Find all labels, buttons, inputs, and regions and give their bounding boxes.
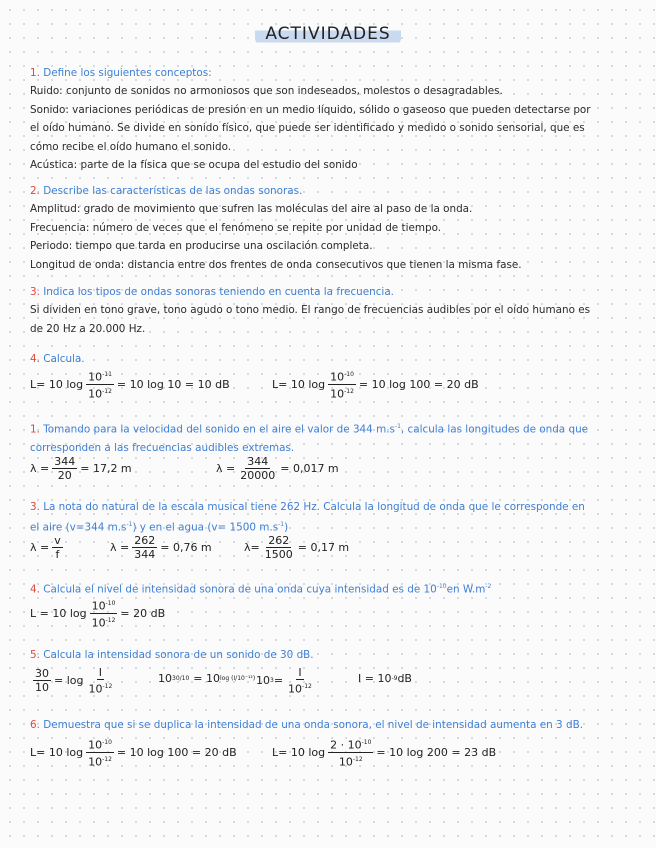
section-2 bbox=[30, 182, 642, 274]
q-text: Calcula el nivel de intensidad sonora de una onda cuya intensidad es de 10 bbox=[39, 583, 437, 596]
eq-text: λ = bbox=[216, 462, 236, 475]
q-text: Calcula. bbox=[39, 353, 85, 365]
answer-line: Si dividen en tono grave, tono agudo o tono medio. El rango de frecuencias audibles por el oído humano es bbox=[30, 304, 591, 317]
section-4 bbox=[30, 350, 642, 368]
fraction bbox=[238, 455, 277, 482]
denominator: 20000 bbox=[240, 469, 276, 482]
eq-text: = 0,017 m bbox=[280, 462, 339, 475]
denominator: f bbox=[55, 548, 60, 561]
eq-text: = 10 log 100 = 20 dB bbox=[358, 377, 479, 391]
fraction bbox=[286, 666, 314, 696]
eq-text: λ= bbox=[244, 541, 260, 554]
problem-3 bbox=[30, 498, 642, 537]
q-text: en W.m bbox=[446, 583, 486, 596]
eq-text: = bbox=[273, 674, 284, 688]
numerator: v bbox=[54, 534, 61, 547]
q-number: 3. bbox=[30, 286, 40, 298]
answer-line: el oído humano. Se divide en sonido físico, que puede ser identificado y medido o sonido sensorial, que es bbox=[30, 122, 585, 135]
equation bbox=[216, 455, 339, 482]
denominator: 10 bbox=[35, 681, 49, 695]
base: 10 bbox=[88, 370, 103, 384]
fraction bbox=[86, 666, 114, 696]
base: 10 bbox=[288, 682, 303, 696]
q-text: Describe las características de las ondas sonoras. bbox=[39, 185, 303, 197]
equation-row bbox=[30, 455, 630, 495]
exponent: -11 bbox=[102, 371, 112, 378]
fraction bbox=[132, 534, 157, 561]
equation bbox=[30, 455, 132, 482]
exponent: log (I/10⁻¹²) bbox=[220, 675, 256, 682]
problem-3-question bbox=[30, 498, 642, 516]
q-number: 1. bbox=[30, 423, 40, 436]
base: 10 bbox=[338, 755, 353, 769]
page-title: ACTIVIDADES bbox=[255, 22, 400, 46]
q-text: Calcula la intensidad sonora de un sonido de 30 dB. bbox=[39, 649, 314, 661]
eq-text: = log bbox=[54, 674, 84, 688]
exponent: -10 bbox=[105, 600, 116, 607]
exponent: -12 bbox=[102, 387, 112, 395]
eq-text: = 10 log 200 = 23 dB bbox=[376, 745, 497, 759]
base: 10 bbox=[88, 738, 103, 752]
denominator bbox=[328, 385, 356, 401]
exponent: -12 bbox=[102, 755, 112, 763]
exponent: -1 bbox=[278, 521, 285, 529]
eq-text: = 0,17 m bbox=[297, 541, 350, 554]
equation bbox=[110, 534, 212, 561]
base: 10 bbox=[91, 616, 106, 630]
base: 2 · 10 bbox=[330, 738, 362, 752]
answer-line: Periodo: tiempo que tarda en producirse una oscilación completa. bbox=[30, 240, 373, 253]
equation-row bbox=[30, 597, 630, 637]
equation-row bbox=[30, 736, 630, 776]
fraction bbox=[86, 368, 114, 400]
exponent: -10 bbox=[102, 739, 112, 746]
equation bbox=[30, 597, 165, 629]
base: 10 bbox=[330, 387, 345, 401]
q-number: 4. bbox=[30, 583, 40, 596]
equation bbox=[30, 368, 230, 400]
q-number: 3. bbox=[30, 501, 40, 513]
fraction bbox=[52, 455, 77, 482]
section-1 bbox=[30, 64, 642, 174]
base: 10 bbox=[88, 387, 103, 401]
exponent: -12 bbox=[344, 387, 354, 395]
fraction bbox=[33, 667, 51, 694]
denominator bbox=[90, 614, 118, 630]
exponent: -2 bbox=[485, 583, 492, 590]
numerator: 30 bbox=[35, 667, 49, 681]
exponent: -10 bbox=[436, 583, 447, 590]
base: 10 bbox=[158, 672, 172, 685]
base: 10 bbox=[330, 370, 345, 384]
equation bbox=[272, 368, 479, 400]
problem-5-question bbox=[30, 646, 642, 664]
fraction bbox=[263, 534, 295, 561]
q-text: , calcula las longitudes de onda que bbox=[400, 423, 589, 436]
answer-line: Ruido: conjunto de sonidos no armoniosos que son indeseados, molestos o desagradables. bbox=[30, 85, 503, 98]
exponent: -10 bbox=[344, 371, 354, 378]
eq-text: = 20 dB bbox=[120, 606, 166, 620]
exponent: -1 bbox=[126, 521, 133, 529]
equation-row bbox=[30, 534, 630, 574]
eq-text: = 10 bbox=[193, 672, 221, 685]
numerator bbox=[86, 368, 114, 385]
denominator bbox=[286, 680, 314, 696]
eq-text: L= 10 log bbox=[30, 377, 84, 391]
denominator bbox=[86, 680, 114, 696]
equation bbox=[358, 672, 412, 685]
problem-4 bbox=[30, 578, 642, 599]
numerator bbox=[86, 736, 114, 753]
eq-text: L= 10 log bbox=[272, 745, 326, 759]
equation bbox=[30, 666, 117, 696]
equation-row bbox=[30, 666, 630, 706]
equation bbox=[30, 736, 237, 768]
question-1 bbox=[30, 64, 642, 82]
exponent: -12 bbox=[302, 683, 312, 690]
eq-text: L = 10 log bbox=[30, 606, 87, 620]
q-text: ) bbox=[284, 521, 289, 534]
eq-text: I = 10 bbox=[358, 672, 392, 685]
q-text: Demuestra que si se duplica la intensidad de una onda sonora, el nivel de intensidad aumenta en 3 dB. bbox=[39, 719, 583, 731]
eq-text: = 0,76 m bbox=[160, 541, 212, 554]
denominator bbox=[86, 753, 114, 769]
exponent: -12 bbox=[352, 755, 363, 763]
denominator: 1500 bbox=[264, 548, 293, 561]
answer-line: Longitud de onda: distancia entre dos frentes de onda consecutivos que tienen la misma fase. bbox=[30, 258, 522, 271]
q-text: el aire (v=344 m.s bbox=[30, 521, 127, 534]
problem-1 bbox=[30, 418, 642, 457]
answer-line: Frecuencia: número de veces que el fenómeno se repite por unidad de tiempo. bbox=[30, 221, 442, 234]
eq-text: L= 10 log bbox=[30, 745, 84, 759]
exponent: -12 bbox=[102, 683, 113, 690]
problem-6 bbox=[30, 716, 642, 734]
q-text: Tomando para la velocidad del sonido en el aire el valor de 344 m.s bbox=[39, 423, 395, 436]
eq-text: dB bbox=[397, 672, 412, 685]
answer-line: cómo recibe el oído humano el sonido. bbox=[30, 140, 232, 153]
question-4 bbox=[30, 350, 642, 368]
problem-5 bbox=[30, 646, 642, 664]
q-text: Indica los tipos de ondas sonoras teniendo en cuenta la frecuencia. bbox=[39, 286, 394, 298]
title-wrap bbox=[0, 22, 656, 46]
numerator bbox=[328, 736, 373, 753]
eq-text: λ = bbox=[30, 462, 50, 475]
problem-1-question bbox=[30, 418, 642, 439]
answer-line: Sonido: variaciones periódicas de presión en un medio líquido, sólido o gaseoso que pueden detectarse por bbox=[30, 103, 591, 116]
numerator: I bbox=[98, 666, 103, 679]
q-number: 6. bbox=[30, 719, 40, 731]
problem-6-question bbox=[30, 716, 642, 734]
exponent: -1 bbox=[394, 423, 401, 430]
denominator: 344 bbox=[134, 548, 156, 561]
denominator bbox=[86, 385, 114, 401]
exponent: -10 bbox=[361, 739, 372, 746]
answer-line: Amplitud: grado de movimiento que sufren las moléculas del aire al paso de la onda. bbox=[30, 203, 473, 216]
eq-text: L= 10 log bbox=[272, 377, 326, 391]
exponent: 30/10 bbox=[172, 675, 190, 682]
equation bbox=[256, 666, 317, 696]
fraction bbox=[52, 534, 63, 561]
answer-line: Acústica: parte de la física que se ocupa del estudio del sonido bbox=[30, 159, 358, 172]
eq-text: = 10 log 100 = 20 dB bbox=[116, 745, 237, 759]
q-number: 4. bbox=[30, 353, 40, 365]
numerator: I bbox=[298, 666, 302, 679]
eq-text: λ = bbox=[30, 541, 50, 554]
q-text: corresponden a las frecuencias audibles extremas. bbox=[30, 441, 295, 454]
numerator: 262 bbox=[134, 534, 156, 547]
question-3 bbox=[30, 283, 642, 301]
q-number: 5. bbox=[30, 649, 40, 661]
fraction bbox=[328, 368, 356, 400]
eq-text: λ = bbox=[110, 541, 130, 554]
answer-line: de 20 Hz a 20.000 Hz. bbox=[30, 322, 146, 335]
fraction bbox=[90, 597, 118, 629]
numerator bbox=[328, 368, 356, 385]
equation bbox=[272, 736, 496, 768]
fraction bbox=[86, 736, 114, 768]
base: 10 bbox=[88, 755, 103, 769]
fraction bbox=[328, 736, 373, 768]
denominator bbox=[337, 753, 365, 769]
question-2 bbox=[30, 182, 642, 200]
numerator bbox=[90, 597, 118, 614]
exponent: -9 bbox=[391, 675, 398, 682]
equation-row bbox=[30, 368, 630, 408]
exponent: 3 bbox=[270, 677, 274, 685]
q-number: 1. bbox=[30, 67, 40, 79]
base: 10 bbox=[256, 674, 270, 688]
eq-text: = 10 log 10 = 10 dB bbox=[116, 377, 230, 391]
equation bbox=[30, 534, 66, 561]
section-3 bbox=[30, 283, 642, 338]
numerator: 344 bbox=[54, 455, 76, 468]
equation bbox=[244, 534, 349, 561]
numerator: 344 bbox=[247, 455, 269, 468]
q-text: ) y en el agua (v= 1500 m.s bbox=[132, 521, 279, 534]
eq-text: = 17,2 m bbox=[80, 462, 132, 475]
problem-4-question bbox=[30, 578, 642, 599]
base: 10 bbox=[91, 599, 106, 613]
q-number: 2. bbox=[30, 185, 40, 197]
exponent: -12 bbox=[105, 616, 116, 624]
numerator: 262 bbox=[268, 534, 290, 547]
denominator: 20 bbox=[57, 469, 72, 482]
q-text: La nota do natural de la escala musical tiene 262 Hz. Calcula la longitud de onda que le corresponde en bbox=[39, 501, 585, 513]
q-text: Define los siguientes conceptos: bbox=[39, 67, 212, 79]
equation bbox=[158, 672, 255, 685]
base: 10 bbox=[88, 682, 103, 696]
